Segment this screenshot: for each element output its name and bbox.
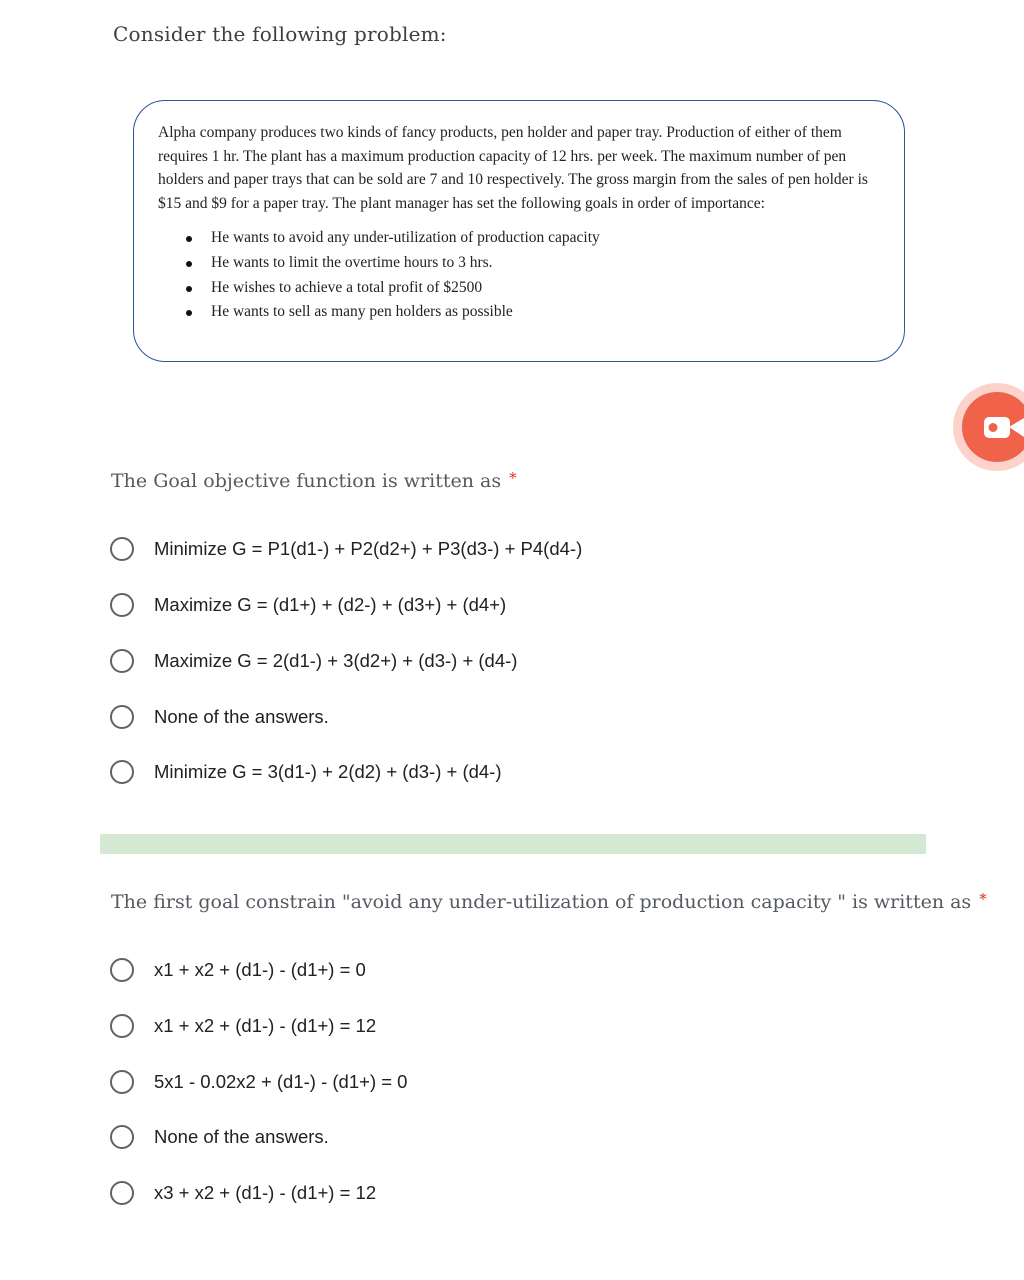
- radio-button[interactable]: [110, 649, 134, 673]
- q2-option-4[interactable]: [110, 1122, 329, 1152]
- option-label: x1 + x2 + (d1-) - (d1+) = 0: [154, 959, 366, 980]
- intro-text: Consider the following problem:: [113, 22, 447, 46]
- question-title-2: [111, 890, 987, 913]
- radio-button[interactable]: [110, 537, 134, 561]
- problem-paragraph: Alpha company produces two kinds of fancy products, pen holder and paper tray. Production of either of them requires 1 hr. The plant has a maximum production capacity of 12 hrs. per week. The maximum number of pen holders and paper trays that can be sold are 7 and 10 respectively. The gross margin from the sales of pen holder is $15 and $9 for a paper tray. The plant manager has set the following goals in order of importance:: [158, 124, 868, 212]
- option-label: Minimize G = 3(d1-) + 2(d2) + (d3-) + (d4-): [154, 761, 502, 782]
- goal-item: He wants to sell as many pen holders as possible: [211, 300, 880, 325]
- q1-option-3[interactable]: [110, 646, 517, 676]
- goal-item: He wants to limit the overtime hours to 3 hrs.: [211, 251, 880, 276]
- q1-option-5[interactable]: [110, 757, 502, 787]
- option-label: Minimize G = P1(d1-) + P2(d2+) + P3(d3-) + P4(d4-): [154, 538, 583, 559]
- q2-option-1[interactable]: [110, 955, 366, 985]
- option-label: None of the answers.: [154, 706, 329, 727]
- video-record-button-inner: [962, 392, 1024, 462]
- q2-option-2[interactable]: [110, 1011, 376, 1041]
- radio-button[interactable]: [110, 760, 134, 784]
- goals-list: [158, 226, 880, 324]
- option-label: None of the answers.: [154, 1126, 329, 1147]
- radio-button[interactable]: [110, 1014, 134, 1038]
- radio-button[interactable]: [110, 1181, 134, 1205]
- question-title-1-text: The Goal objective function is written as: [111, 470, 502, 492]
- required-asterisk: *: [509, 469, 517, 487]
- video-record-button[interactable]: [953, 383, 1024, 471]
- option-label: 5x1 - 0.02x2 + (d1-) - (d1+) = 0: [154, 1071, 408, 1092]
- required-asterisk: *: [979, 890, 987, 908]
- video-camera-icon: [962, 392, 1024, 462]
- radio-button[interactable]: [110, 705, 134, 729]
- problem-statement-box: [133, 100, 905, 362]
- radio-button[interactable]: [110, 593, 134, 617]
- q1-option-1[interactable]: [110, 534, 582, 564]
- option-label: Maximize G = 2(d1-) + 3(d2+) + (d3-) + (d4-): [154, 650, 518, 671]
- radio-button[interactable]: [110, 958, 134, 982]
- q1-option-4[interactable]: [110, 702, 329, 732]
- option-label: x3 + x2 + (d1-) - (d1+) = 12: [154, 1182, 377, 1203]
- goal-item: He wants to avoid any under-utilization of production capacity: [211, 226, 880, 251]
- q2-option-5[interactable]: [110, 1178, 376, 1208]
- option-label: Maximize G = (d1+) + (d2-) + (d3+) + (d4+): [154, 594, 507, 615]
- option-label: x1 + x2 + (d1-) - (d1+) = 12: [154, 1015, 377, 1036]
- radio-button[interactable]: [110, 1125, 134, 1149]
- q1-option-2[interactable]: [110, 590, 506, 620]
- q2-option-3[interactable]: [110, 1067, 407, 1097]
- question-title-2-text: The first goal constrain "avoid any under-utilization of production capacity " is written as: [111, 891, 972, 913]
- question-title-1: [111, 469, 517, 492]
- section-divider: [100, 834, 926, 854]
- goal-item: He wishes to achieve a total profit of $2500: [211, 276, 880, 301]
- radio-button[interactable]: [110, 1070, 134, 1094]
